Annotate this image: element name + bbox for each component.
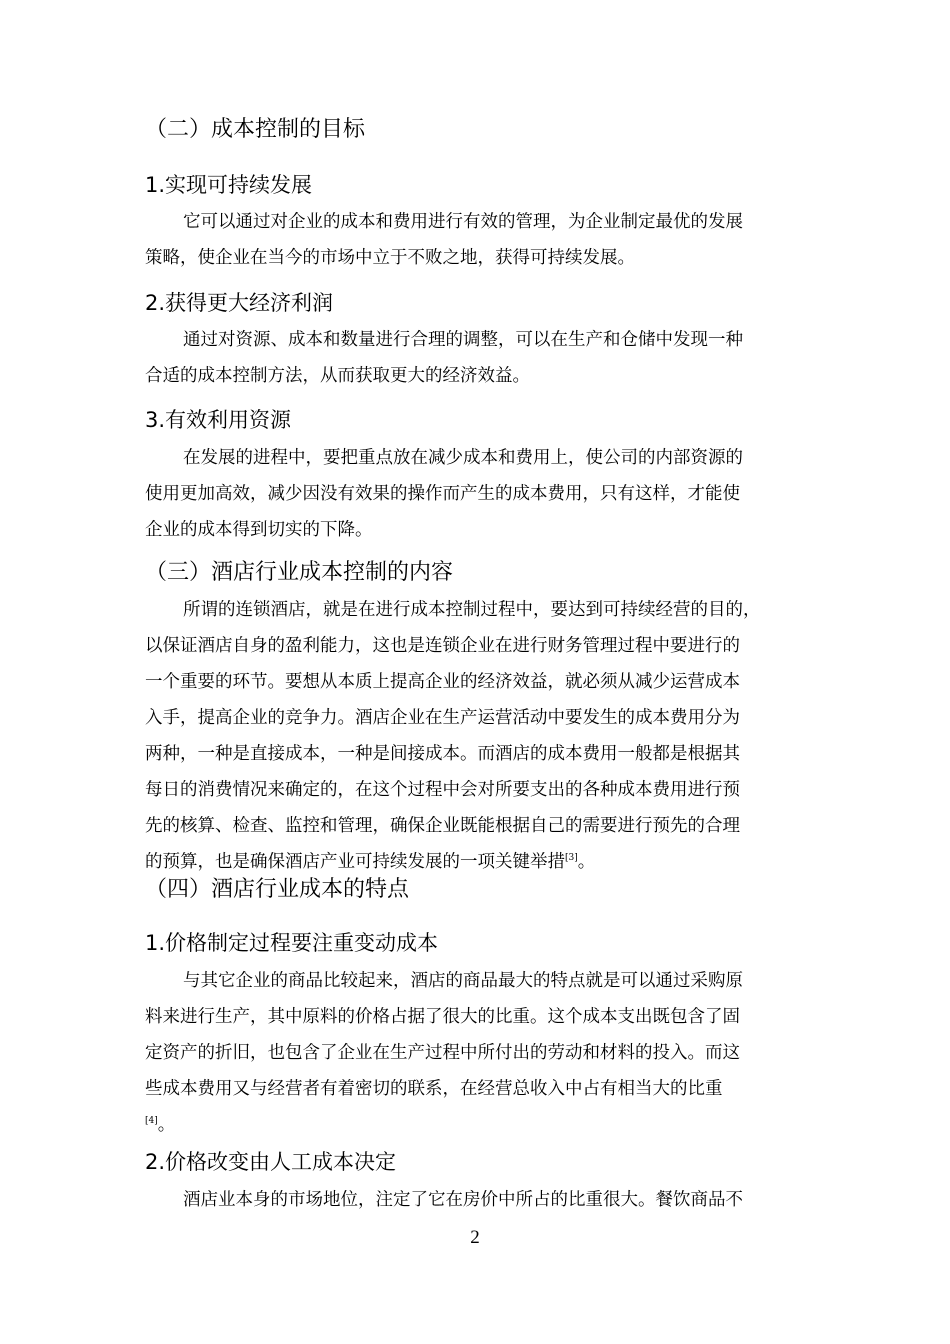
section-heading-4: （四）酒店行业成本的特点 [145, 877, 410, 902]
paragraph-line: 通过对资源、成本和数量进行合理的调整，可以在生产和仓储中发现一种 [183, 330, 743, 350]
paragraph-4-2 [145, 1182, 805, 1218]
paragraph-line: 料来进行生产，其中原料的价格占据了很大的比重。这个成本支出既包含了固 [145, 1007, 740, 1027]
paragraph-2-2 [145, 322, 805, 394]
paragraph-line-last [145, 1107, 805, 1137]
section-heading-3: （三）酒店行业成本控制的内容 [145, 560, 454, 585]
paragraph-line: 以保证酒店自身的盈利能力，这也是连锁企业在进行财务管理过程中要进行的 [145, 636, 740, 656]
subsection-heading-4-1: 1.价格制定过程要注重变动成本 [145, 931, 439, 955]
subsection-heading-2-1: 1.实现可持续发展 [145, 173, 313, 197]
paragraph-line: 合适的成本控制方法，从而获取更大的经济效益。 [145, 366, 530, 386]
subsection-heading-2-2: 2.获得更大经济利润 [145, 291, 334, 315]
paragraph-line: 先的核算、检查、监控和管理，确保企业既能根据自己的需要进行预先的合理 [145, 816, 740, 836]
paragraph-line: 一个重要的环节。要想从本质上提高企业的经济效益，就必须从减少运营成本 [145, 672, 740, 692]
paragraph-line: 些成本费用又与经营者有着密切的联系，在经营总收入中占有相当大的比重 [145, 1079, 723, 1099]
line-end: 。 [157, 1115, 176, 1135]
paragraph-line: 与其它企业的商品比较起来，酒店的商品最大的特点就是可以通过采购原 [183, 971, 743, 991]
page-number: 2 [470, 1227, 480, 1248]
paragraph-2-1 [145, 204, 805, 276]
subsection-heading-2-3: 3.有效利用资源 [145, 408, 292, 432]
line-text: 的预算，也是确保酒店产业可持续发展的一项关键举措 [145, 852, 565, 872]
paragraph-line: 策略，使企业在当今的市场中立于不败之地，获得可持续发展。 [145, 248, 635, 268]
paragraph-line: 每日的消费情况来确定的，在这个过程中会对所要支出的各种成本费用进行预 [145, 780, 740, 800]
paragraph-line: 使用更加高效，减少因没有效果的操作而产生的成本费用，只有这样，才能使 [145, 484, 740, 504]
paragraph-line: 入手，提高企业的竞争力。酒店企业在生产运营活动中要发生的成本费用分为 [145, 708, 740, 728]
paragraph-4-1 [145, 963, 805, 1137]
section-heading-2: （二）成本控制的目标 [145, 117, 366, 142]
document-page [145, 0, 805, 1344]
paragraph-line: 企业的成本得到切实的下降。 [145, 520, 373, 540]
paragraph-line: 定资产的折旧，也包含了企业在生产过程中所付出的劳动和材料的投入。而这 [145, 1043, 740, 1063]
paragraph-line: 它可以通过对企业的成本和费用进行有效的管理，为企业制定最优的发展 [183, 212, 743, 232]
paragraph-2-3 [145, 440, 805, 548]
paragraph-line: 酒店业本身的市场地位，注定了它在房价中所占的比重很大。餐饮商品不 [183, 1190, 743, 1210]
paragraph-3 [145, 592, 805, 880]
subsection-heading-4-2: 2.价格改变由人工成本决定 [145, 1150, 397, 1174]
line-end: 。 [577, 852, 596, 872]
paragraph-line: 所谓的连锁酒店，就是在进行成本控制过程中，要达到可持续经营的目的， [183, 600, 761, 620]
paragraph-line: 在发展的进程中，要把重点放在减少成本和费用上，使公司的内部资源的 [183, 448, 743, 468]
citation-ref: [3] [565, 853, 578, 863]
paragraph-line: 两种，一种是直接成本，一种是间接成本。而酒店的成本费用一般都是根据其 [145, 744, 740, 764]
citation-ref: [4] [145, 1116, 158, 1126]
